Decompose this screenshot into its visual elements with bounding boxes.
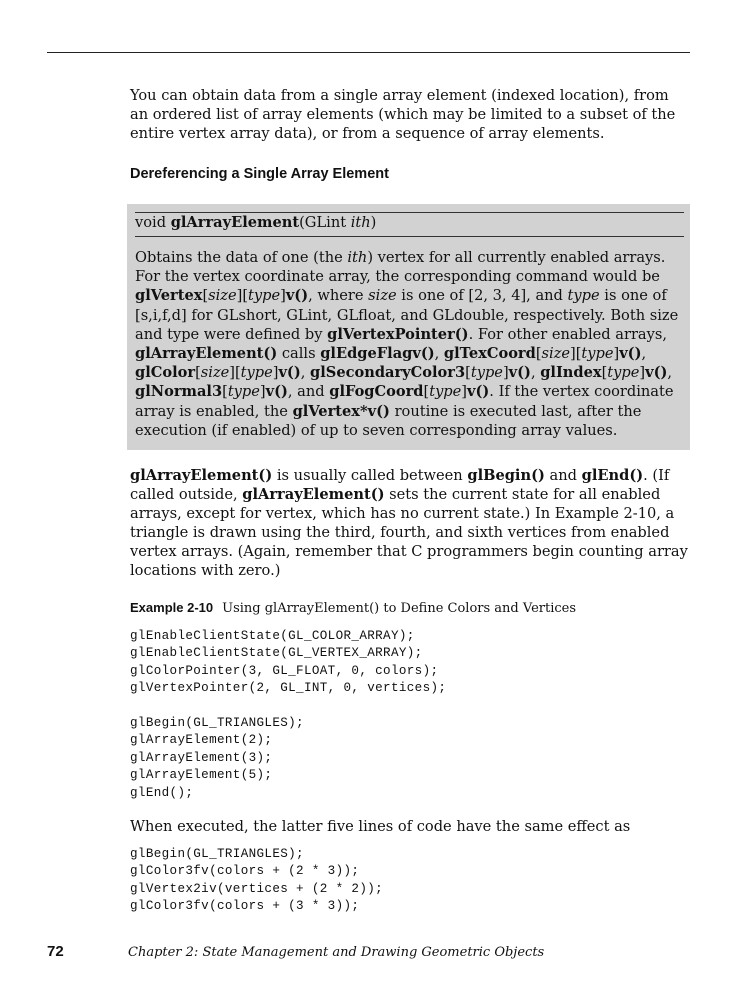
desc-line: glVertex[size][type]v(), where size is one of [2, 3, 4], and type is one of	[135, 287, 667, 305]
example-title	[130, 600, 576, 616]
code-block-setup: glEnableClientState(GL_COLOR_ARRAY); glEnableClientState(GL_VERTEX_ARRAY); glColorPointer(3, GL_FLOAT, 0, colors); glVertexPointer(2, GL_INT, 0, vertices);	[130, 629, 447, 696]
desc-line: [s,i,f,d] for GLshort, GLint, GLfloat, and GLdouble, respectively. Both size	[135, 306, 679, 324]
box-signature-rule	[135, 236, 684, 237]
desc-line: glNormal3[type]v(), and glFogCoord[type]v(). If the vertex coordinate	[135, 383, 674, 401]
desc-line: and type were defined by glVertexPointer(). For other enabled arrays,	[135, 325, 667, 343]
body-paragraph: glArrayElement() is usually called between glBegin() and glEnd(). (If called outside, glArrayElement() sets the current state for all enabled arrays, except for vertex, which has no current state.) In Example 2-10, a triangle is drawn using the third, fourth, and sixth vertices from enabled vertex arrays. (Again, remember that C programmers begin counting array locations with zero.)	[130, 467, 688, 579]
function-description	[135, 248, 683, 440]
function-signature: void glArrayElement(GLint ith)	[135, 214, 377, 231]
page-number: 72	[47, 943, 64, 960]
code-block-draw: glBegin(GL_TRIANGLES); glArrayElement(2); glArrayElement(3); glArrayElement(5); glEnd();	[130, 716, 304, 800]
desc-line: For the vertex coordinate array, the corresponding command would be	[135, 268, 660, 286]
chapter-footer: Chapter 2: State Management and Drawing Geometric Objects	[128, 945, 545, 960]
section-heading: Dereferencing a Single Array Element	[130, 166, 389, 182]
desc-line: execution (if enabled) of up to seven corresponding array values.	[135, 421, 618, 439]
desc-line: Obtains the data of one (the ith) vertex for all currently enabled arrays.	[135, 249, 666, 266]
after-paragraph: When executed, the latter five lines of code have the same effect as	[130, 818, 631, 835]
desc-line: array is enabled, the glVertex*v() routine is executed last, after the	[135, 402, 642, 420]
desc-line: glColor[size][type]v(), glSecondaryColor3[type]v(), glIndex[type]v(),	[135, 364, 673, 382]
desc-line: glArrayElement() calls glEdgeFlagv(), glTexCoord[size][type]v(),	[135, 345, 647, 363]
code-block-equivalent: glBegin(GL_TRIANGLES); glColor3fv(colors + (2 * 3)); glVertex2iv(vertices + (2 * 2)); glColor3fv(colors + (3 * 3));	[130, 847, 384, 914]
top-rule	[47, 52, 690, 53]
example-caption: Using glArrayElement() to Define Colors and Vertices	[222, 601, 576, 616]
example-label: Example 2-10	[130, 600, 214, 615]
function-reference-box	[127, 204, 690, 450]
intro-paragraph: You can obtain data from a single array element (indexed location), from an ordered list of array elements (which may be limited to a subset of the entire vertex array data), or from a sequence of array elements.	[130, 87, 676, 142]
